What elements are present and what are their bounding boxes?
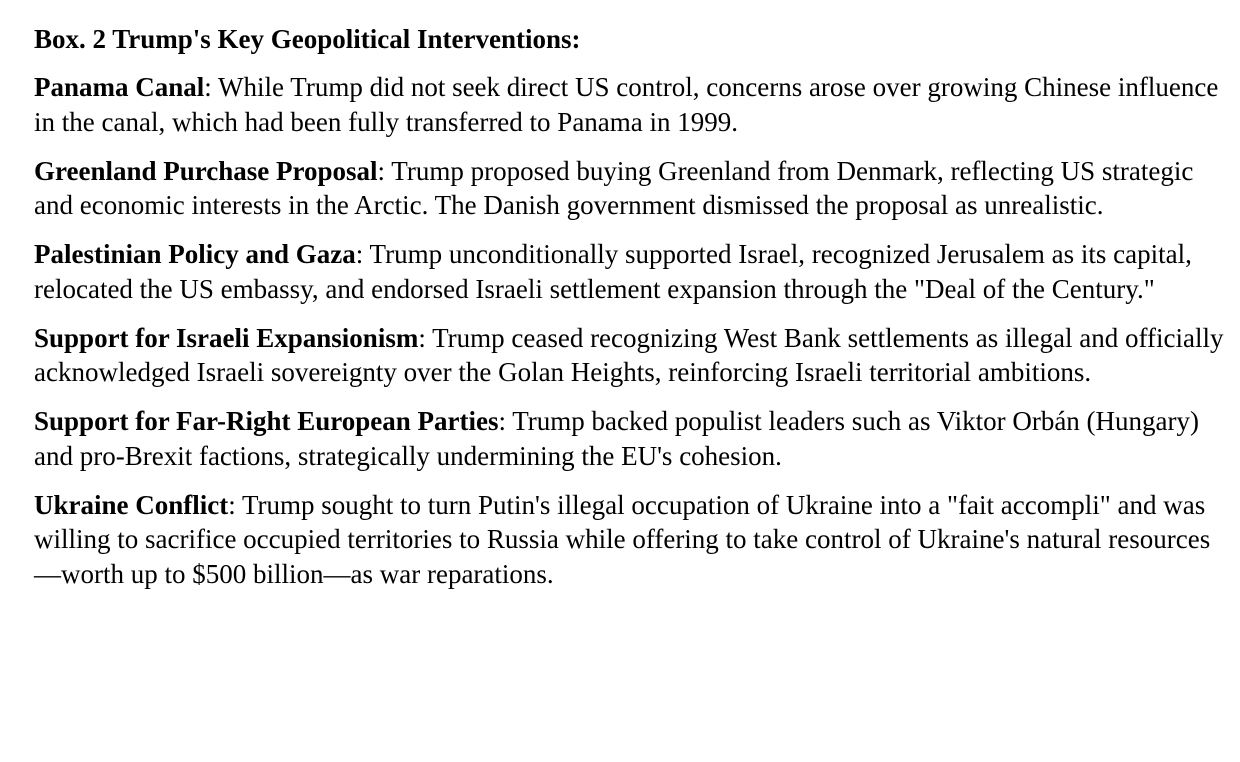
entry-palestinian-policy: [34, 237, 1224, 306]
entry-text: : Trump sought to turn Putin's illegal occupation of Ukraine into a "fait accompli" and was willing to sacrifice occupied territories to Russia while offering to take control of Ukraine's natural resources—worth up to $500 billion—as war reparations.: [34, 489, 1211, 589]
entry-israeli-expansionism: [34, 321, 1224, 390]
entry-ukraine-conflict: [34, 488, 1224, 592]
entry-term: Support for Israeli Expansionism: [34, 322, 419, 353]
entry-text: : Trump proposed buying Greenland from Denmark, reflecting US strategic and economic interests in the Arctic. The Danish government dismissed the proposal as unrealistic.: [34, 155, 1194, 220]
entry-text: : Trump unconditionally supported Israel, recognized Jerusalem as its capital, relocated the US embassy, and endorsed Israeli settlement expansion through the "Deal of the Century.": [34, 239, 1192, 304]
entry-text: : Trump backed populist leaders such as Viktor Orbán (Hungary) and pro-Brexit factions, strategically undermining the EU's cohesion.: [34, 406, 1200, 471]
entry-term: Greenland Purchase Proposal: [34, 155, 378, 186]
entry-term: Panama Canal: [34, 72, 205, 102]
entry-text: : While Trump did not seek direct US control, concerns arose over growing Chinese influence in the canal, which had been fully transferred to Panama in 1999.: [34, 72, 1219, 137]
document-box: [34, 22, 1224, 606]
entry-term: Support for Far-Right European Parties: [34, 406, 499, 436]
entry-term: Ukraine Conflict: [34, 489, 229, 520]
entry-greenland-purchase: [34, 154, 1224, 223]
entry-text: : Trump ceased recognizing West Bank settlements as illegal and officially acknowledged Israeli sovereignty over the Golan Heights, reinforcing Israeli territorial ambitions.: [34, 322, 1224, 387]
entry-panama-canal: [34, 70, 1224, 139]
entry-far-right-european-parties: [34, 404, 1224, 473]
entry-term: Palestinian Policy and Gaza: [34, 239, 356, 269]
box-title: Box. 2 Trump's Key Geopolitical Interventions:: [34, 24, 581, 54]
